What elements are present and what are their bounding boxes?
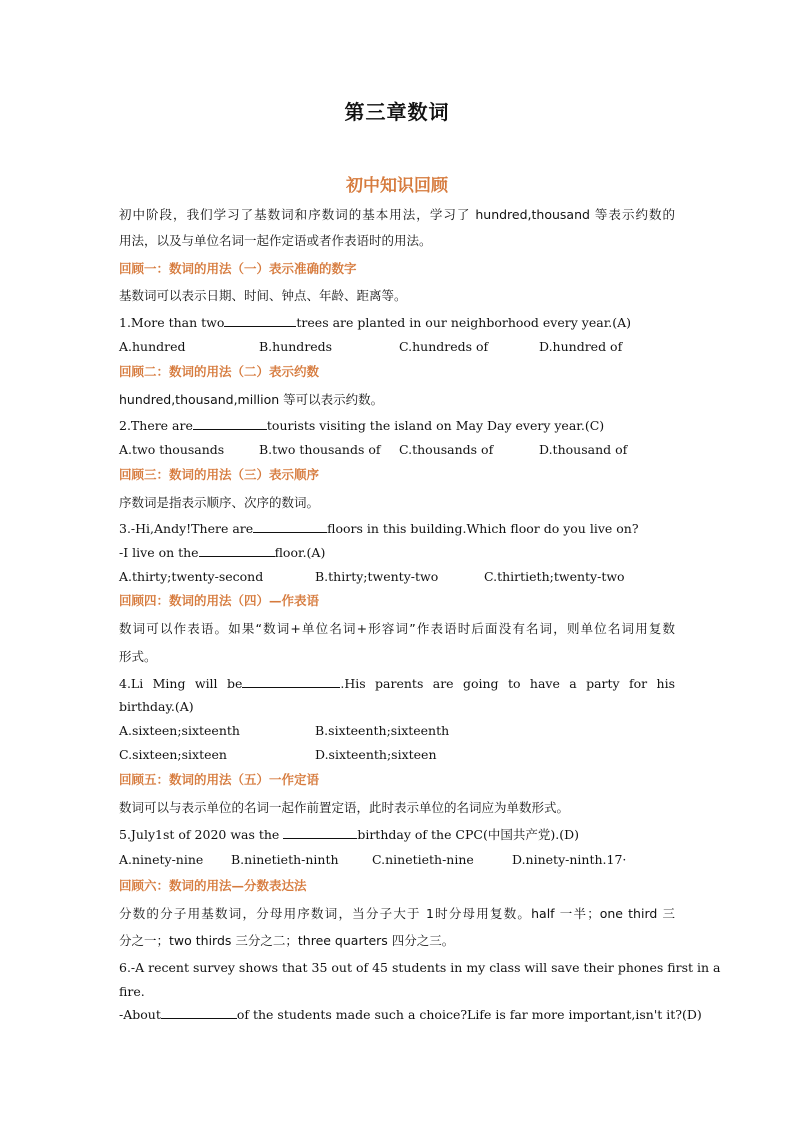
question-2-post: tourists visiting the island on May Day every year.(C) <box>266 418 605 433</box>
option-c: C.sixteen;sixteen <box>119 747 227 762</box>
option-a: A.two thousands <box>119 442 225 457</box>
page-title: 第三章数词 <box>344 100 450 124</box>
review-desc-2: hundred,thousand,million 等可以表示约数。 <box>119 392 384 407</box>
question-1-post: trees are planted in our neighborhood every year.(A) <box>296 315 632 330</box>
question-4-line-2: birthday.(A) <box>119 699 194 714</box>
answer-blank <box>161 1006 237 1019</box>
question-6-line-2: fire. <box>119 984 145 999</box>
review-heading-6: 回顾六：数词的用法—分数表达法 <box>119 878 307 893</box>
question-5-post: birthday of the CPC(中国共产党).(D) <box>357 827 579 842</box>
intro-line-2: 用法，以及与单位名词一起作定语或者作表语时的用法。 <box>119 233 432 248</box>
review-desc-3: 序数词是指表示顺序、次序的数词。 <box>119 495 320 510</box>
option-a: A.sixteen;sixteenth <box>119 723 240 738</box>
option-d: D.hundred of <box>539 339 623 354</box>
option-c: C.thirtieth;twenty-two <box>484 569 625 584</box>
option-a: A.thirty;twenty-second <box>119 569 264 584</box>
question-4-pre: 4.Li Ming will be <box>119 676 243 691</box>
review-desc-5: 数词可以与表示单位的名词一起作前置定语，此时表示单位的名词应为单数形式。 <box>119 800 570 815</box>
option-d: D.ninety-ninth.17· <box>512 852 627 867</box>
option-d: D.sixteenth;sixteen <box>315 747 437 762</box>
question-4-post: .His parents are going to have a party for his <box>340 676 675 691</box>
question-3-reply-pre: -I live on the <box>119 545 199 560</box>
review-desc-6-line-2: 分之一；two thirds 三分之二；three quarters 四分之三。 <box>119 933 455 948</box>
review-heading-3: 回顾三：数词的用法（三）表示顺序 <box>119 467 320 482</box>
option-b: B.hundreds <box>259 339 333 354</box>
intro-line-1: 初中阶段，我们学习了基数词和序数词的基本用法，学习了 hundred,thousand 等表示约数的 <box>119 207 675 222</box>
question-5-pre: 5.July1st of 2020 was the <box>119 827 280 842</box>
question-6-reply <box>119 1006 702 1024</box>
question-2-pre: 2.There are <box>119 418 193 433</box>
review-desc-4-line-2: 形式。 <box>119 649 157 664</box>
review-desc-4-line-1: 数词可以作表语。如果“数词+单位名词+形容词”作表语时后面没有名词，则单位名词用复数 <box>119 621 675 636</box>
question-3-post: floors in this building.Which floor do you live on? <box>327 521 639 536</box>
review-desc-1: 基数词可以表示日期、时间、钟点、年龄、距离等。 <box>119 288 407 303</box>
question-3 <box>119 520 675 538</box>
option-b: B.two thousands of <box>259 442 381 457</box>
question-3-pre: 3.-Hi,Andy!There are <box>119 521 254 536</box>
question-6: 6.-A recent survey shows that 35 out of 45 students in my class will save their phones first in a <box>119 960 721 975</box>
option-c: C.hundreds of <box>399 339 489 354</box>
answer-blank <box>253 520 327 533</box>
review-desc-6-line-1: 分数的分子用基数词，分母用序数词，当分子大于 1时分母用复数。half 一半；one third 三 <box>119 906 675 921</box>
option-c: C.thousands of <box>399 442 494 457</box>
question-4 <box>119 675 675 693</box>
question-2 <box>119 417 675 435</box>
question-3-reply <box>119 544 675 562</box>
question-6-reply-pre: -About <box>119 1007 161 1022</box>
answer-blank <box>199 544 275 557</box>
option-b: B.ninetieth-ninth <box>231 852 339 867</box>
question-1 <box>119 314 675 332</box>
section-subtitle: 初中知识回顾 <box>346 176 448 196</box>
question-3-reply-post: floor.(A) <box>274 545 326 560</box>
answer-blank <box>242 675 340 688</box>
option-c: C.ninetieth-nine <box>372 852 474 867</box>
option-a: A.hundred <box>119 339 186 354</box>
review-heading-2: 回顾二：数词的用法（二）表示约数 <box>119 364 320 379</box>
answer-blank <box>283 826 357 839</box>
question-6-reply-post: of the students made such a choice?Life is far more important,isn't it?(D) <box>236 1007 702 1022</box>
review-heading-4: 回顾四：数词的用法（四）—作表语 <box>119 593 320 608</box>
answer-blank <box>224 314 296 327</box>
question-5 <box>119 826 675 844</box>
option-d: D.thousand of <box>539 442 628 457</box>
review-heading-5: 回顾五：数词的用法（五）一作定语 <box>119 772 320 787</box>
question-1-pre: 1.More than two <box>119 315 225 330</box>
review-heading-1: 回顾一：数词的用法（一）表示准确的数字 <box>119 261 357 276</box>
option-a: A.ninety-nine <box>119 852 204 867</box>
option-b: B.sixteenth;sixteenth <box>315 723 450 738</box>
option-b: B.thirty;twenty-two <box>315 569 439 584</box>
answer-blank <box>193 417 267 430</box>
